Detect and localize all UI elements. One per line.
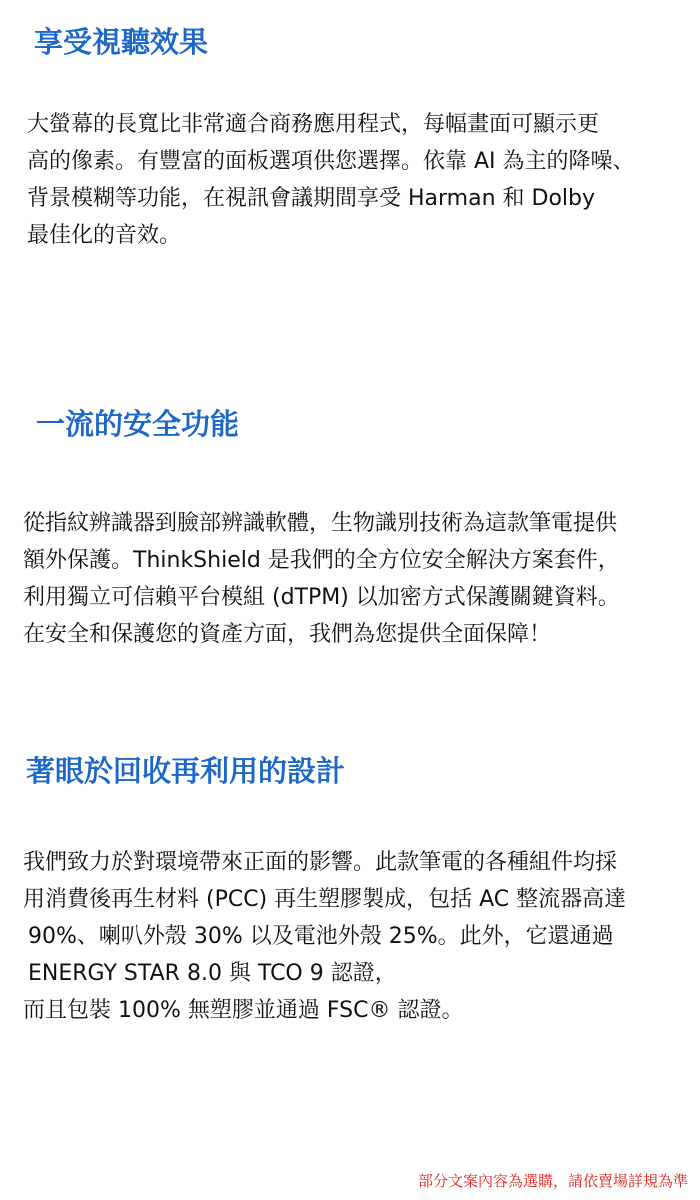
body-line: ENERGY STAR 8.0 與 TCO 9 認證， — [28, 961, 397, 986]
body-line: 從指紋辨識器到臉部辨識軟體，生物識別技術為這款筆電提供 — [23, 511, 618, 536]
body-line: 高的像素。有豐富的面板選項供您選擇。依靠 AI 為主的降噪、 — [27, 149, 635, 174]
section-body-security — [23, 505, 620, 653]
disclaimer-footnote: 部分文案內容為選購，請依賣場詳規為準 — [417, 1172, 688, 1190]
section-body-audio-visual — [27, 106, 635, 254]
body-line: 在安全和保護您的資產方面，我們為您提供全面保障！ — [23, 622, 552, 647]
section-body-recycled-design — [23, 844, 626, 1029]
body-line: 最佳化的音效。 — [27, 223, 182, 248]
section-heading-recycled-design: 著眼於回收再利用的設計 — [26, 754, 346, 788]
body-line: 90%、喇叭外殼 30% 以及電池外殼 25%。此外，它還通過 — [28, 924, 614, 949]
body-line: 而且包裝 100% 無塑膠並通過 FSC® 認證。 — [23, 998, 464, 1023]
body-line: 利用獨立可信賴平台模組 (dTPM) 以加密方式保護關鍵資料。 — [23, 585, 620, 610]
body-line: 額外保護。ThinkShield 是我們的全方位安全解決方案套件， — [23, 548, 620, 573]
section-heading-security: 一流的安全功能 — [36, 407, 240, 441]
body-line: 大螢幕的長寬比非常適合商務應用程式，每幅畫面可顯示更 — [27, 112, 600, 137]
body-line: 我們致力於對環境帶來正面的影響。此款筆電的各種組件均採 — [23, 850, 618, 875]
section-heading-audio-visual: 享受視聽效果 — [34, 25, 209, 59]
body-line: 背景模糊等功能，在視訊會議期間享受 Harman 和 Dolby — [27, 186, 596, 211]
body-line: 用消費後再生材料 (PCC) 再生塑膠製成，包括 AC 整流器高達 — [23, 887, 627, 912]
